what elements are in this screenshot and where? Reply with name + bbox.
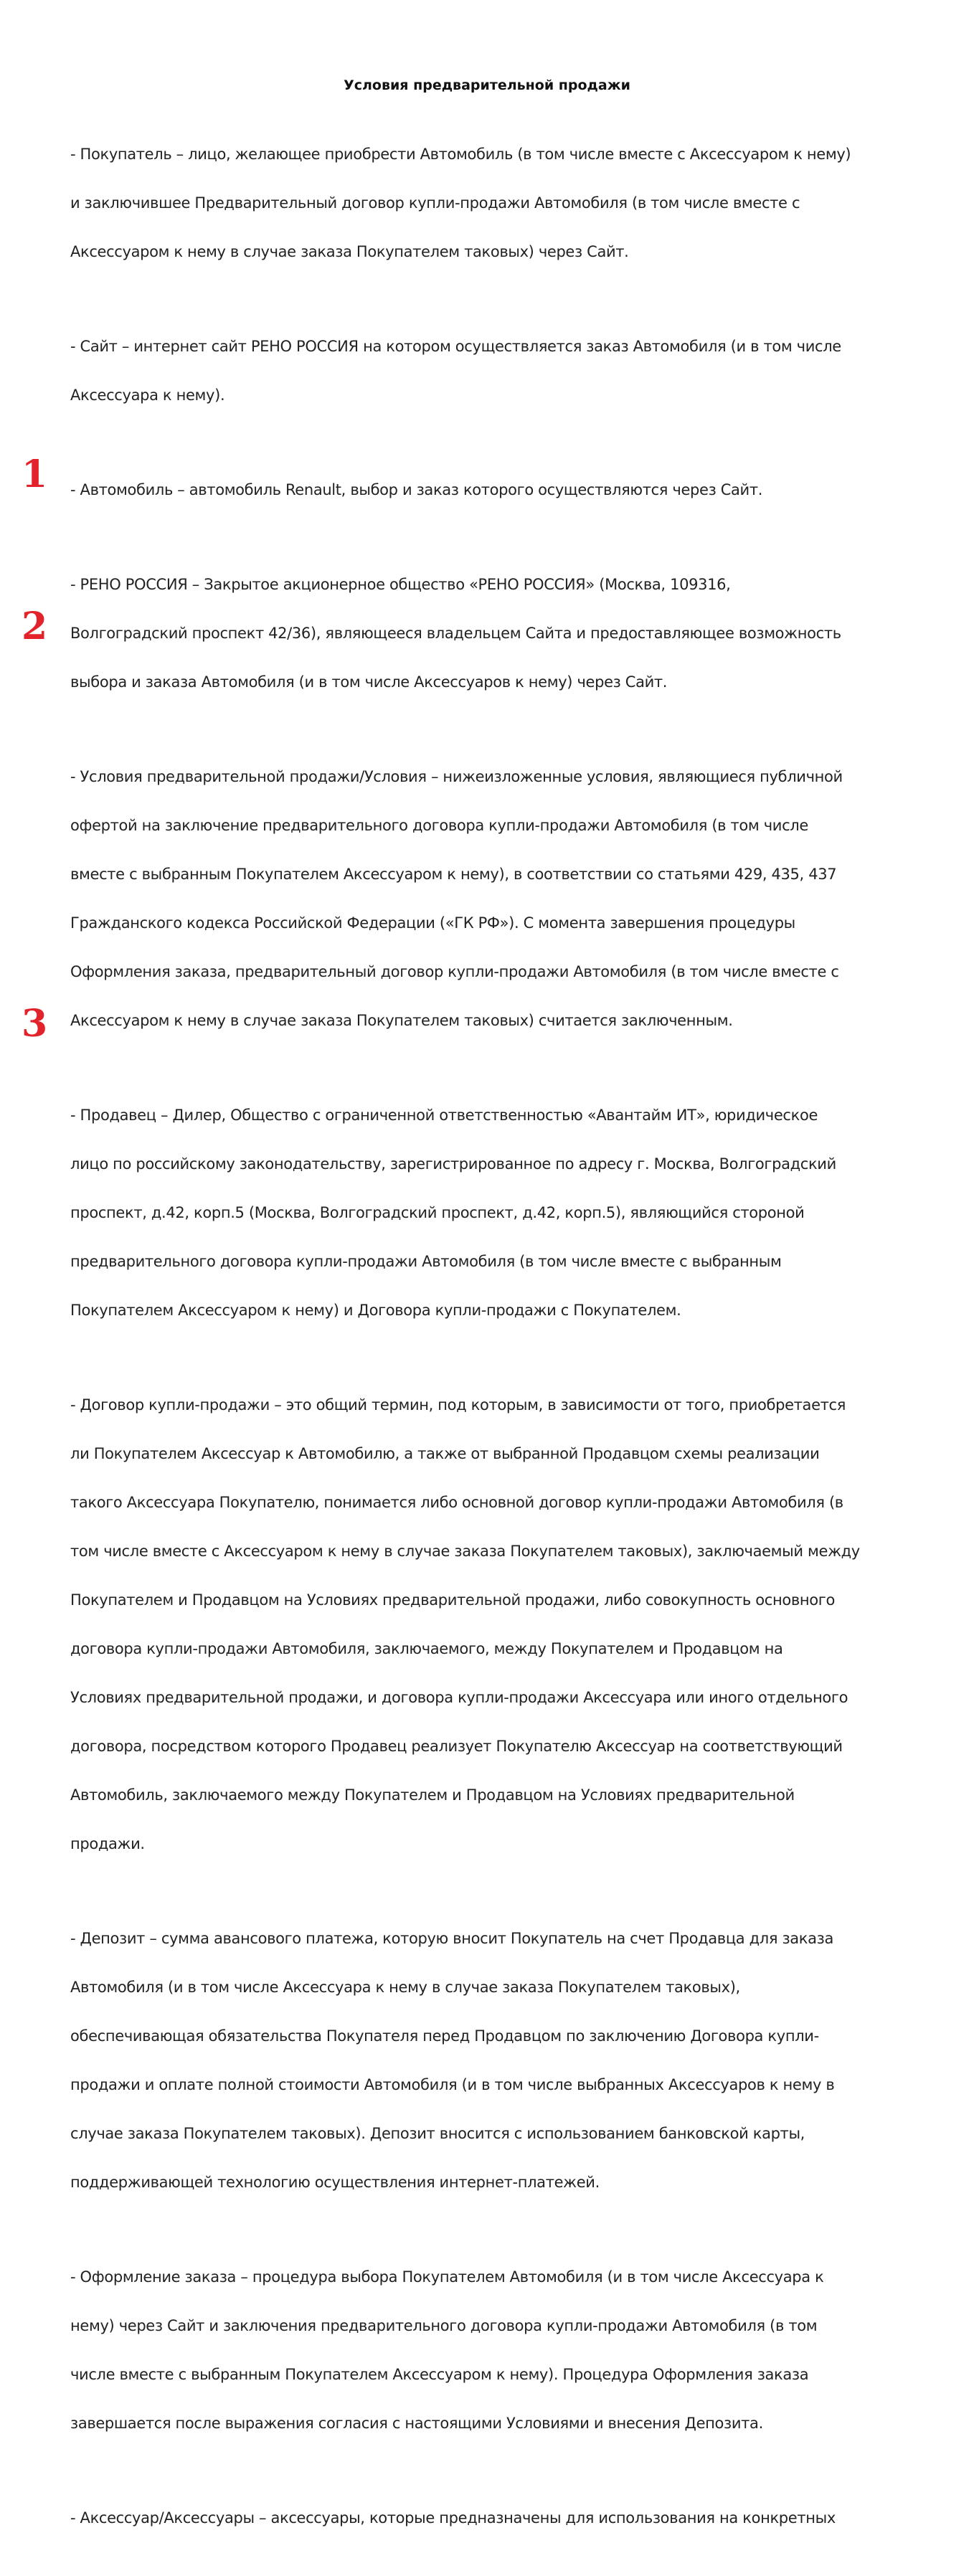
text-line: вместе с выбранным Покупателем Аксессуаром к нему), в соответствии со статьями 429, 435, 437 bbox=[70, 866, 837, 883]
text-line: - Договор купли-продажи – это общий термин, под которым, в зависимости от того, приобретается bbox=[70, 1396, 846, 1414]
text-line: Гражданского кодекса Российской Федерации («ГК РФ»). С момента завершения процедуры bbox=[70, 914, 795, 932]
definition-order bbox=[70, 2240, 917, 2460]
text-line: лицо по российскому законодательству, зарегистрированное по адресу г. Москва, Волгоградский bbox=[70, 1155, 836, 1173]
definition-reno-russia bbox=[70, 548, 917, 719]
text-line: - Покупатель – лицо, желающее приобрести Автомобиль (в том числе вместе с Аксессуаром к нему) bbox=[70, 146, 851, 163]
text-line: завершается после выражения согласия с настоящими Условиями и внесения Депозита. bbox=[70, 2415, 763, 2432]
text-line: Волгоградский проспект 42/36), являющееся владельцем Сайта и предоставляющее возможность bbox=[70, 625, 841, 642]
definition-site bbox=[70, 310, 917, 432]
page-title: Условия предварительной продажи bbox=[344, 77, 630, 93]
definition-seller bbox=[70, 1079, 917, 1347]
text-line: и заключившее Предварительный договор купли-продажи Автомобиля (в том числе вместе с bbox=[70, 194, 800, 212]
text-line: случае заказа Покупателем таковых). Депозит вносится с использованием банковской карты, bbox=[70, 2125, 805, 2142]
definition-buyer bbox=[70, 118, 917, 288]
text-line: Автомобиль, заключаемого между Покупателем и Продавцом на Условиях предварительной bbox=[70, 1786, 795, 1804]
marker-2: 2 bbox=[22, 605, 48, 648]
text-line: Аксессуара к нему). bbox=[70, 387, 225, 404]
text-line: договора, посредством которого Продавец реализует Покупателю Аксессуар на соответствующий bbox=[70, 1738, 843, 1755]
text-line: Оформления заказа, предварительный договор купли-продажи Автомобиля (в том числе вместе с bbox=[70, 963, 839, 980]
marker-1: 1 bbox=[22, 453, 48, 496]
text-line: ли Покупателем Аксессуар к Автомобилю, а также от выбранной Продавцом схемы реализации bbox=[70, 1445, 820, 1462]
text-line: Условиях предварительной продажи, и договора купли-продажи Аксессуара или иного отдельного bbox=[70, 1689, 848, 1706]
text-line: продажи. bbox=[70, 1835, 145, 1852]
definition-car bbox=[70, 453, 917, 526]
text-line: - Продавец – Дилер, Общество с ограниченной ответственностью «Авантайм ИТ», юридическое bbox=[70, 1107, 818, 1124]
text-line: нему) через Сайт и заключения предварительного договора купли-продажи Автомобиля (в том bbox=[70, 2317, 818, 2334]
text-line: - Депозит – сумма авансового платежа, которую вносит Покупатель на счет Продавца для заказа bbox=[70, 1930, 833, 1947]
text-line: обеспечивающая обязательства Покупателя перед Продавцом по заключению Договора купли- bbox=[70, 2027, 819, 2045]
text-line: Покупателем Аксессуаром к нему) и Договора купли-продажи с Покупателем. bbox=[70, 1302, 681, 1319]
text-line: - РЕНО РОССИЯ – Закрытое акционерное общество «РЕНО РОССИЯ» (Москва, 109316, bbox=[70, 576, 731, 593]
document-body bbox=[70, 118, 917, 2576]
text-line: - Оформление заказа – процедура выбора Покупателем Автомобиля (и в том числе Аксессуара к bbox=[70, 2268, 824, 2286]
definition-deposit bbox=[70, 1902, 917, 2219]
text-line: поддерживающей технологию осуществления интернет-платежей. bbox=[70, 2174, 600, 2191]
definition-contract bbox=[70, 1368, 917, 1880]
marker-3: 3 bbox=[22, 1002, 48, 1046]
text-line: - Сайт – интернет сайт РЕНО РОССИЯ на котором осуществляется заказ Автомобиля (и в том числе bbox=[70, 338, 841, 355]
text-line: Автомобиля (и в том числе Аксессуара к нему в случае заказа Покупателем таковых), bbox=[70, 1979, 740, 1996]
definition-conditions bbox=[70, 740, 917, 1057]
text-line: договора купли-продажи Автомобиля, заключаемого, между Покупателем и Продавцом на bbox=[70, 1640, 783, 1657]
text-line: предварительного договора купли-продажи Автомобиля (в том числе вместе с выбранным bbox=[70, 1253, 782, 1270]
text-line: - Автомобиль – автомобиль Renault, выбор и заказ которого осуществляются через Сайт. bbox=[70, 481, 763, 498]
text-line: том числе вместе с Аксессуаром к нему в случае заказа Покупателем таковых), заключаемый между bbox=[70, 1543, 860, 1560]
text-line: Аксессуаром к нему в случае заказа Покупателем таковых) считается заключенным. bbox=[70, 1012, 733, 1029]
text-line: - Условия предварительной продажи/Условия – нижеизложенные условия, являющиеся публичной bbox=[70, 768, 843, 785]
definition-accessory bbox=[70, 2481, 917, 2554]
text-line: выбора и заказа Автомобиля (и в том числе Аксессуаров к нему) через Сайт. bbox=[70, 673, 668, 691]
text-line: проспект, д.42, корп.5 (Москва, Волгоградский проспект, д.42, корп.5), являющийся стороной bbox=[70, 1204, 805, 1221]
text-line: продажи и оплате полной стоимости Автомобиля (и в том числе выбранных Аксессуаров к нему в bbox=[70, 2076, 835, 2093]
text-line: офертой на заключение предварительного договора купли-продажи Автомобиля (в том числе bbox=[70, 817, 808, 834]
text-line: такого Аксессуара Покупателю, понимается либо основной договор купли-продажи Автомобиля (в bbox=[70, 1494, 843, 1511]
text-line: числе вместе с выбранным Покупателем Аксессуаром к нему). Процедура Оформления заказа bbox=[70, 2366, 809, 2383]
text-line: Аксессуаром к нему в случае заказа Покупателем таковых) через Сайт. bbox=[70, 243, 629, 260]
text-line: Покупателем и Продавцом на Условиях предварительной продажи, либо совокупность основного bbox=[70, 1591, 835, 1609]
text-line: - Аксессуар/Аксессуары – аксессуары, которые предназначены для использования на конкретных bbox=[70, 2509, 836, 2527]
